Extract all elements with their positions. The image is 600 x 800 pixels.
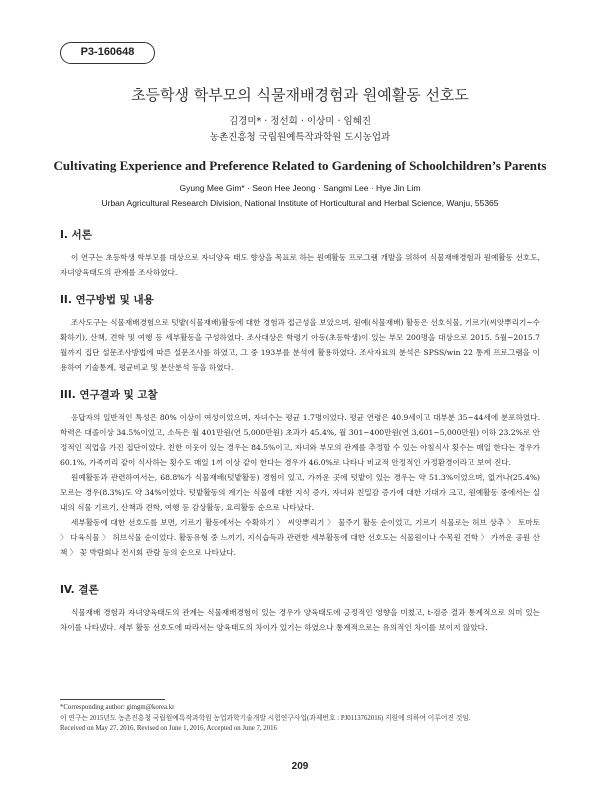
footnote-funding: 이 연구는 2015년도 농촌진흥청 국립원예특작과학원 농업과학기술개발 시험연구사업(과제번호 : PJ0113762016) 지원에 의하여 이루어진 것임. (60, 714, 471, 722)
paragraph: 세부활동에 대한 선호도를 보면, 기르기 활동에서는 수확하기 〉 씨앗뿌리기 〉 물주기 활동 순이었고, 기르기 식물로는 허브 상추 〉 토마토 〉 다육식물 〉 허브식물 순이었다. 활동유형 중 느끼기, 지식습득과 관련한 세부활동에 대한 선호도는 식물원이나 수목원 견학 〉 가까운 공원 산책 〉 꽃 박람회나 전시회 관람 등의 순으로 나타났다. (60, 518, 540, 557)
footnotes (60, 703, 540, 735)
affiliation-korean: 농촌진흥청 국립원예특작과학원 도시농업과 (209, 132, 391, 143)
section-conclusion (60, 582, 540, 635)
abstract-code-badge: P3-160648 (60, 42, 155, 64)
section-introduction (60, 227, 540, 280)
paragraph: 응답자의 일반적인 특성은 80% 이상이 여성이었으며, 자녀수는 평균 1.7명이었다. 평균 연령은 40.9세이고 대부분 35~44세에 분포하였다. 학력은 대졸이상 34.5%이었고, 소득은 월 401만원(연 5,000만원) 초과가 45.4%, 월 301~400만원(연 3,601~5,000만원) 이하 23.2%로 안정적인 직업을 가진 집단이었다. 친한 이웃이 있는 경우는 84.5%이고, 자녀와 부모의 관계를 추정할 수 있는 아침식사 횟수는 매일 한다는 경우가 60.1%, 가족끼리 같이 식사하는 횟수도 매일 1끼 이상 같이 한다는 경우가 46.0%로 나타나 비교적 안정적인 가정환경이라고 보여 진다. (60, 413, 540, 467)
footnote-divider (60, 699, 165, 700)
paragraph: 원예활동과 관련하여서는, 68.8%가 식물재배(텃밭활동) 경험이 있고, 가까운 곳에 텃밭이 있는 경우는 약 51.3%이었으며, 없거나(25.4%) 모르는 경우(8.3%)도 약 34%이었다. 텃밭활동의 계기는 식물에 대한 지식 증가, 자녀와 친밀감 증가에 대한 기대가 크고, 원예활동 중에서는 실내의 식물 기르기, 산책과 견학, 여행 등 감상활동, 요리활동 순으로 나타났다. (60, 473, 540, 512)
section-results (60, 387, 540, 560)
section-heading: II. 연구방법 및 내용 (60, 294, 154, 306)
footnote-corresponding-author: *Corresponding author: gimgm@korea.kr (60, 704, 175, 711)
section-heading: I. 서론 (60, 229, 92, 241)
paragraph: 이 연구는 초등학생 학부모를 대상으로 자녀양육 태도 향상을 목표로 하는 원예활동 프로그램 개발을 위하여 식물재배경험과 원예활동 선호도, 자녀양육태도의 관계를 조사하였다. (60, 253, 540, 277)
section-heading: IV. 결론 (60, 584, 99, 596)
paragraph: 조사도구는 식물재배경험으로 텃밭(식물재배)활동에 대한 경험과 접근성을 보았으며, 원예(식물재배) 활동은 선호식물, 기르기(씨앗뿌리기~수확하기), 산책, 견학 및 여행 등 세부활동을 구성하였다. 조사대상은 학령기 아동(초등학생)이 있는 부모 200명을 대상으로 2015. 5월~2015.7월까지 집단 설문조사방법에 따른 설문조사를 하였고, 그 중 193부를 분석에 활용하였다. 조사자료의 분석은 SPSS/win 22 통계 프로그램을 이용하여 기술통계, 평균비교 및 분산분석 등을 하였다. (60, 318, 540, 372)
footnote-dates: Received on May 27, 2016, Revised on June 1, 2016, Accepted on June 7, 2016 (60, 725, 277, 732)
authors-korean: 김경미* · 정선희 · 이상미 · 임혜진 (228, 116, 372, 127)
section-methods (60, 292, 540, 375)
title-english: Cultivating Experience and Preference Related to Gardening of Schoolchildren’s Parents (53, 158, 547, 173)
authors-english: Gyung Mee Gim* · Seon Hee Jeong · Sangmi Lee · Hye Jin Lim (179, 183, 421, 193)
section-heading: III. 연구결과 및 고찰 (60, 389, 158, 401)
paragraph: 식물재배 경험과 자녀양육태도의 관계는 식물재배경험이 있는 경우가 양육태도에 긍정적인 영향을 미쳤고, t-검증 결과 통계적으로 의미 있는 차이를 나타냈다. 세부 활동 선호도에 따라서는 양육태도의 차이가 있기는 하였으나 통계적으로는 유의적인 차이를 보이지 않았다. (60, 608, 540, 632)
affiliation-english: Urban Agricultural Research Division, National Institute of Horticultural and Herbal Science, Wanju, 55365 (101, 198, 499, 208)
title-korean: 초등학생 학부모의 식물재배경험과 원예활동 선호도 (131, 86, 469, 104)
page-number: 209 (291, 761, 309, 772)
